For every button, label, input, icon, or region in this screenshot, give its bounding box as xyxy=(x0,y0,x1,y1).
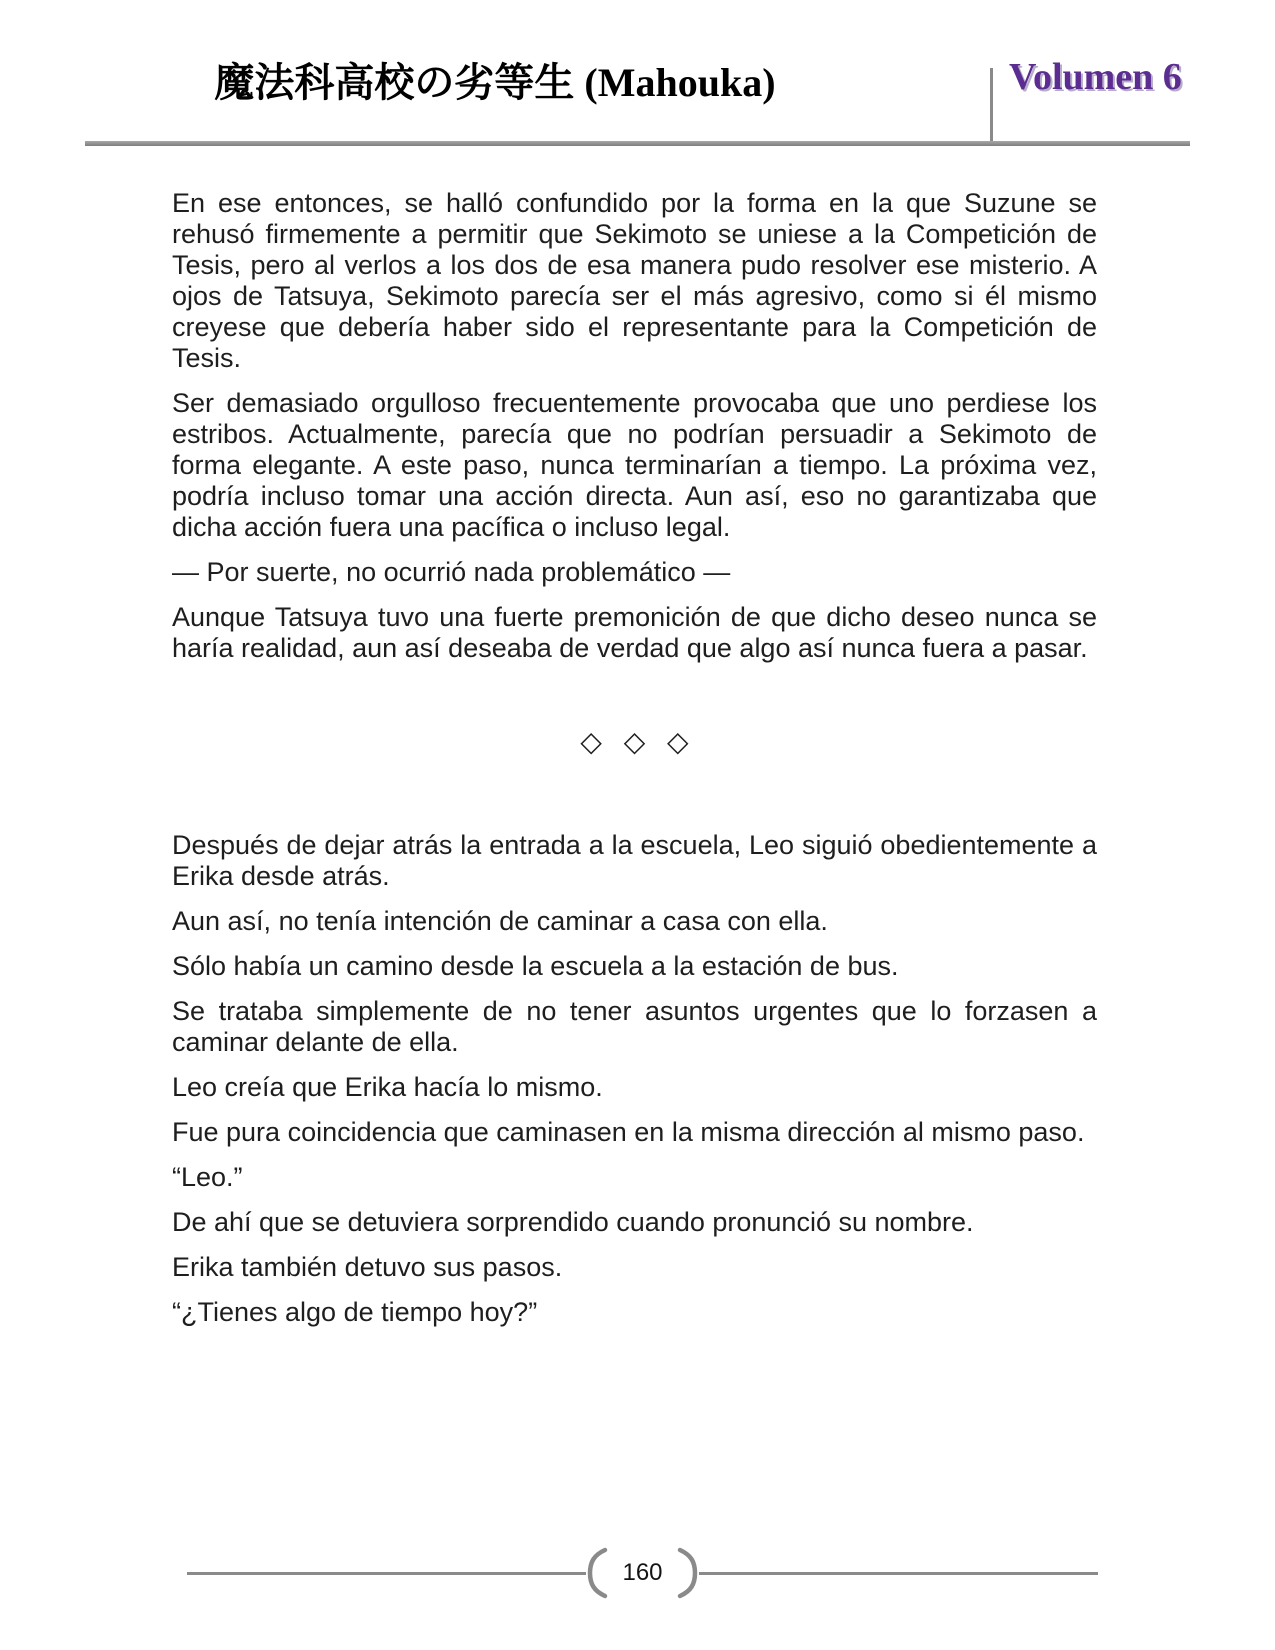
page-footer xyxy=(187,1547,1098,1599)
paragraph: Fue pura coincidencia que caminasen en la misma dirección al mismo paso. xyxy=(172,1117,1085,1147)
section-separator: ◇ ◇ ◇ xyxy=(580,726,689,757)
paragraph: Aunque Tatsuya tuvo una fuerte premonición de que dicho deseo nunca se haría realidad, aun así deseaba de verdad que algo así nunca fuera a pasar. xyxy=(172,602,1097,663)
paragraph: Aun así, no tenía intención de caminar a casa con ella. xyxy=(172,906,828,936)
paragraph: Después de dejar atrás la entrada a la escuela, Leo siguió obedientemente a Erika desde atrás. xyxy=(172,830,1097,891)
paragraph: Erika también detuvo sus pasos. xyxy=(172,1252,563,1282)
paragraph: “¿Tienes algo de tiempo hoy?” xyxy=(172,1297,538,1327)
paragraph: “Leo.” xyxy=(172,1162,243,1192)
paragraph: — Por suerte, no ocurrió nada problemático — xyxy=(172,557,731,587)
footer-line-left xyxy=(187,1572,586,1575)
book-title: 魔法科高校の劣等生 (Mahouka) xyxy=(214,59,776,105)
header-rule xyxy=(85,141,1190,146)
volume-area xyxy=(993,0,1275,146)
page-number: 160 xyxy=(622,1559,663,1586)
page-header xyxy=(0,0,1275,146)
footer-line-right xyxy=(699,1572,1098,1575)
body-text xyxy=(172,188,1097,1342)
volume-label: Volumen 6 xyxy=(1009,56,1182,98)
paragraph: De ahí que se detuviera sorprendido cuando pronunció su nombre. xyxy=(172,1207,974,1237)
right-bracket-icon xyxy=(677,1547,699,1599)
left-bracket-icon xyxy=(586,1547,608,1599)
paragraph: Sólo había un camino desde la escuela a la estación de bus. xyxy=(172,951,899,981)
header-title-area xyxy=(0,0,990,146)
paragraph: Se trataba simplemente de no tener asuntos urgentes que lo forzasen a caminar delante de ella. xyxy=(172,996,1097,1057)
paragraph: En ese entonces, se halló confundido por la forma en la que Suzune se rehusó firmemente a permitir que Sekimoto se uniese a la Competición de Tesis, pero al verlos a los dos de esa manera pudo resolver ese misterio. A ojos de Tatsuya, Sekimoto parecía ser el más agresivo, como si él mismo creyese que debería haber sido el representante para la Competición de Tesis. xyxy=(172,188,1097,373)
paragraph: Leo creía que Erika hacía lo mismo. xyxy=(172,1072,603,1102)
paragraph: Ser demasiado orgulloso frecuentemente provocaba que uno perdiese los estribos. Actualmente, parecía que no podrían persuadir a Sekimoto de forma elegante. A este paso, nunca terminarían a tiempo. La próxima vez, podría incluso tomar una acción directa. Aun así, eso no garantizaba que dicha acción fuera una pacífica o incluso legal. xyxy=(172,388,1097,542)
